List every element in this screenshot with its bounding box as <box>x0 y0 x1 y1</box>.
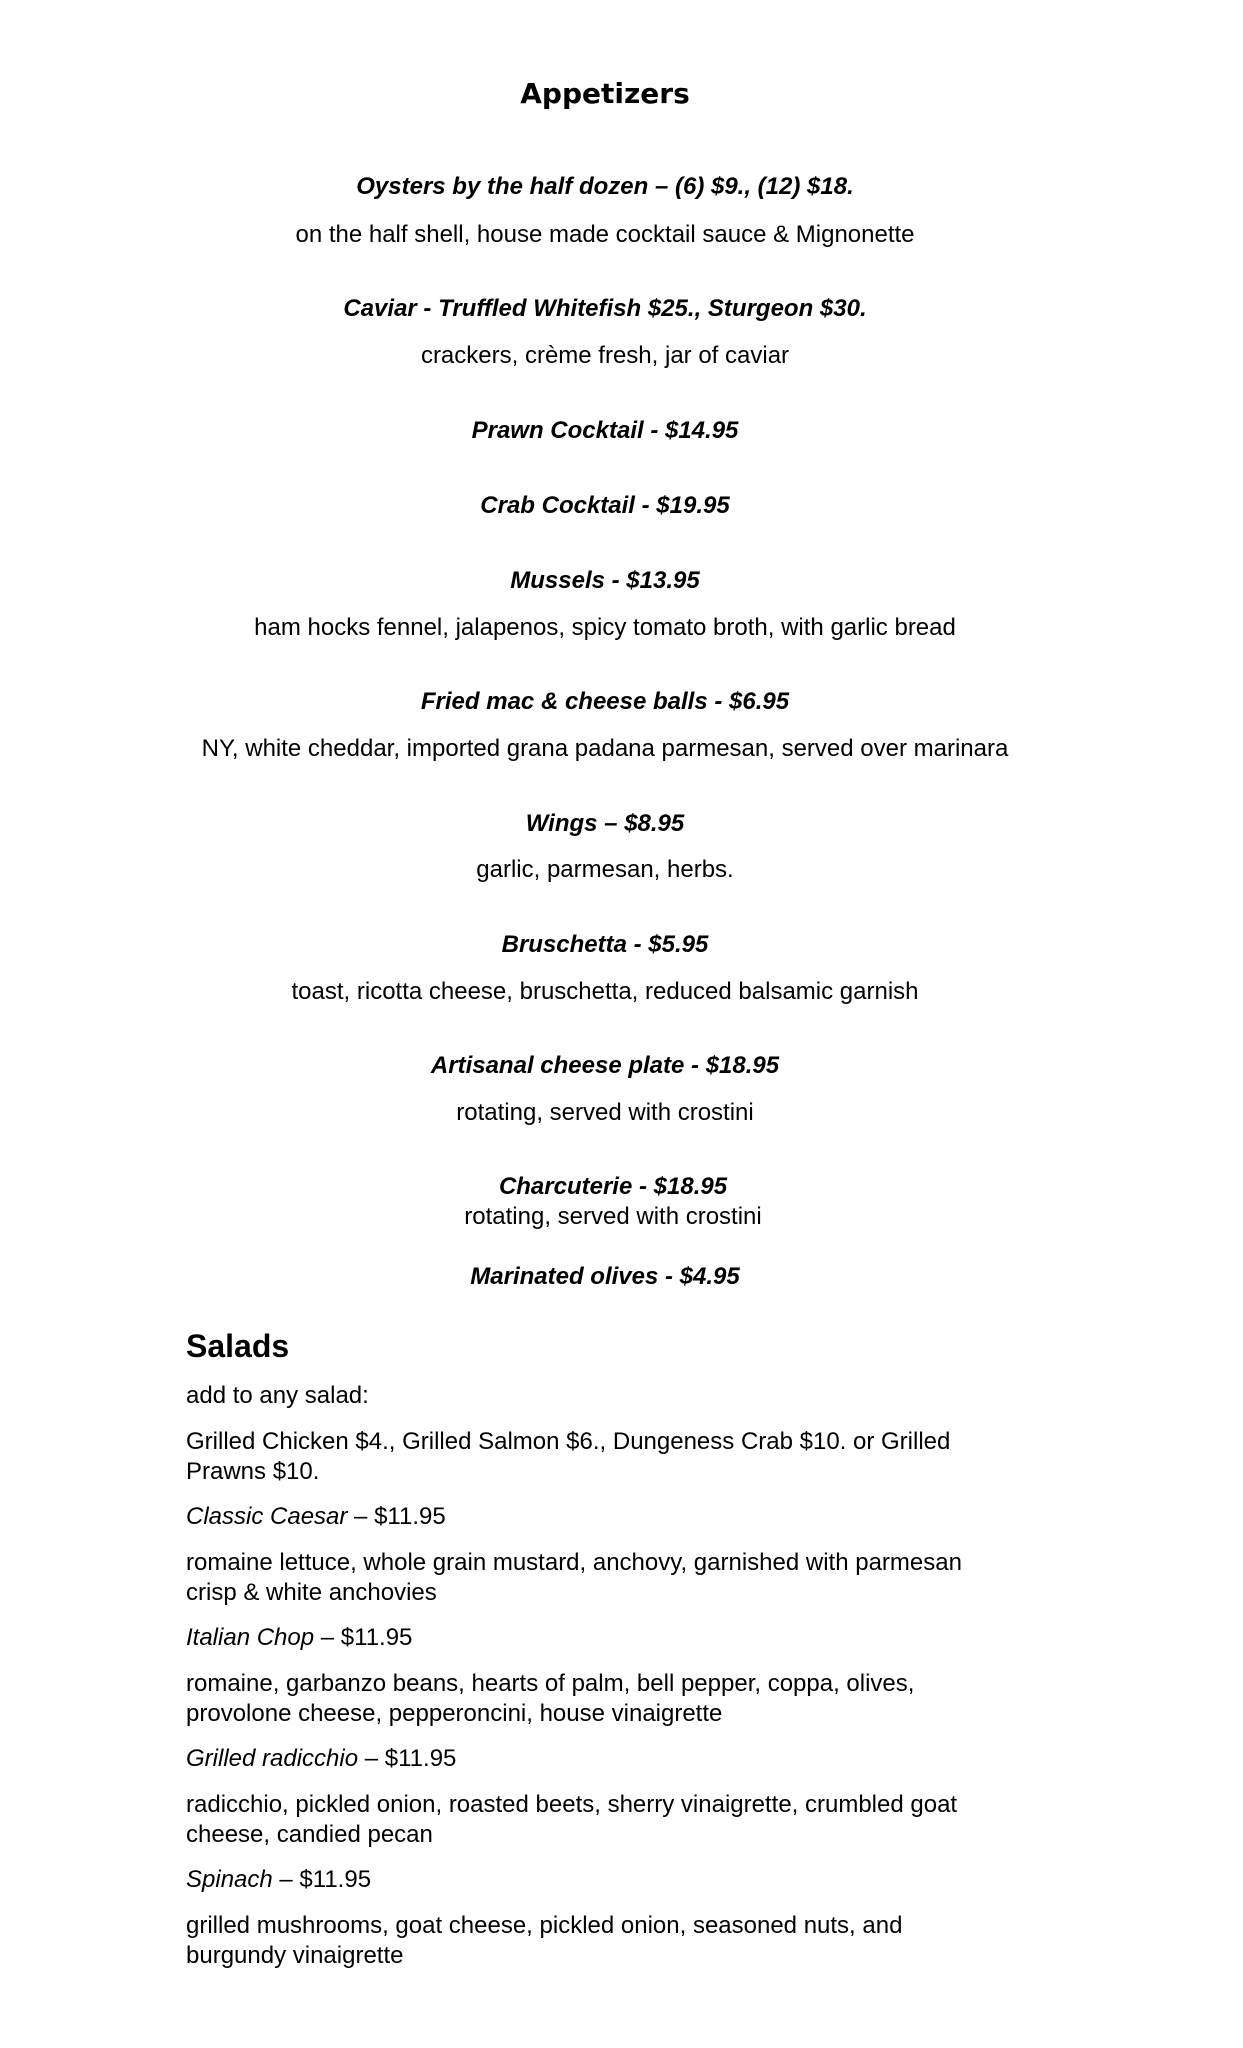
appetizer-caviar-name: Caviar - Truffled Whitefish $25., Sturgeon $30. <box>343 295 867 322</box>
appetizer-wings-name: Wings – $8.95 <box>525 810 685 837</box>
salad-spinach-price: – $11.95 <box>272 1866 372 1893</box>
salad-caesar-name: Classic Caesar <box>186 1503 348 1530</box>
salad-italian-chop-price: – $11.95 <box>314 1624 413 1651</box>
appetizer-oysters-description: on the half shell, house made cocktail sauce & Mignonette <box>295 221 915 248</box>
appetizer-cheese-plate-description: rotating, served with crostini <box>456 1099 754 1126</box>
salad-spinach-description: grilled mushrooms, goat cheese, pickled onion, seasoned nuts, and burgundy vinaigrette <box>186 1912 903 1969</box>
appetizer-mac-cheese-balls-name: Fried mac & cheese balls - $6.95 <box>420 688 790 715</box>
salad-addon-options: Grilled Chicken $4., Grilled Salmon $6., Dungeness Crab $10. or Grilled Prawns $10. <box>186 1428 951 1485</box>
salad-italian-chop-title <box>186 1623 1006 1653</box>
appetizer-mussels-description: ham hocks fennel, jalapenos, spicy tomato broth, with garlic bread <box>254 614 956 641</box>
appetizer-charcuterie-name: Charcuterie - $18.95 <box>498 1173 728 1200</box>
appetizer-cheese-plate-name: Artisanal cheese plate - $18.95 <box>430 1052 780 1079</box>
appetizer-bruschetta-name: Bruschetta - $5.95 <box>501 931 709 958</box>
salad-radicchio-price: – $11.95 <box>358 1745 457 1772</box>
salad-caesar-description: romaine lettuce, whole grain mustard, anchovy, garnished with parmesan crisp & white anchovies <box>186 1549 962 1606</box>
appetizer-mussels-name: Mussels - $13.95 <box>510 567 700 594</box>
appetizer-wings-description: garlic, parmesan, herbs. <box>476 856 734 883</box>
salad-caesar-title <box>186 1502 1006 1532</box>
appetizer-prawn-cocktail-name: Prawn Cocktail - $14.95 <box>471 417 739 444</box>
appetizer-olives-name: Marinated olives - $4.95 <box>470 1263 740 1290</box>
salad-italian-chop-description: romaine, garbanzo beans, hearts of palm, bell pepper, coppa, olives, provolone cheese, pepperoncini, house vinaigrette <box>186 1670 915 1727</box>
salad-italian-chop-name: Italian Chop <box>186 1624 315 1651</box>
appetizer-caviar-description: crackers, crème fresh, jar of caviar <box>420 342 790 369</box>
salad-caesar-price: – $11.95 <box>347 1503 446 1530</box>
salad-radicchio-title <box>186 1744 1006 1774</box>
salads-heading: Salads <box>186 1328 290 1364</box>
salad-radicchio-description: radicchio, pickled onion, roasted beets, sherry vinaigrette, crumbled goat cheese, candied pecan <box>186 1791 958 1848</box>
salad-radicchio-name: Grilled radicchio <box>186 1745 359 1772</box>
appetizer-charcuterie-description: rotating, served with crostini <box>464 1203 762 1230</box>
appetizer-bruschetta-description: toast, ricotta cheese, bruschetta, reduced balsamic garnish <box>291 978 919 1005</box>
salad-spinach-name: Spinach <box>186 1866 273 1893</box>
appetizer-oysters-name: Oysters by the half dozen – (6) $9., (12) $18. <box>356 173 854 200</box>
appetizer-mac-cheese-balls-description: NY, white cheddar, imported grana padana parmesan, served over marinara <box>201 735 1009 762</box>
salad-addon-label: add to any salad: <box>186 1382 369 1409</box>
appetizer-crab-cocktail-name: Crab Cocktail - $19.95 <box>480 492 730 519</box>
appetizers-heading: Appetizers <box>520 77 690 110</box>
salad-spinach-title <box>186 1865 1006 1895</box>
